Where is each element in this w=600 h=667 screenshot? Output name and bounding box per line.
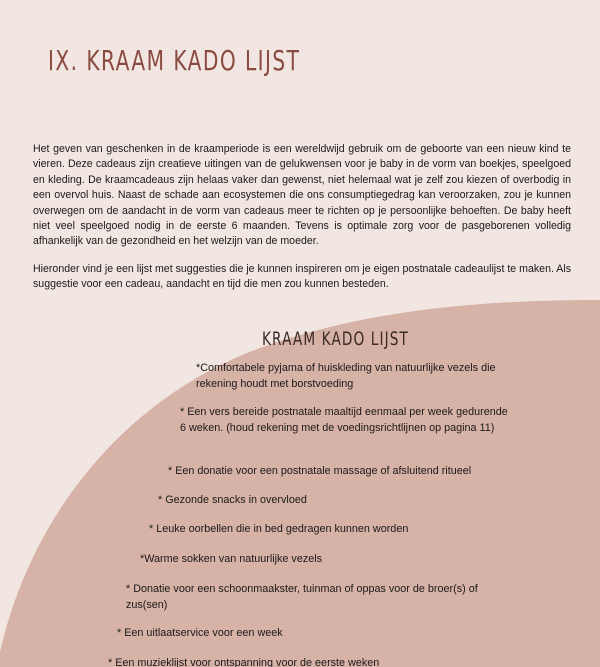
list-title: KRAAM KADO LIJST	[262, 328, 409, 350]
list-item: * Een vers bereide postnatale maaltijd eenmaal per week gedurende 6 weken. (houd rekening met de voedingsrichtlijnen op pagina 11)	[180, 406, 508, 434]
list-item: *Warme sokken van natuurlijke vezels	[140, 553, 323, 565]
list-item: * Leuke oorbellen die in bed gedragen kunnen worden	[149, 523, 409, 535]
list-item: * Een muzieklijst voor ontspanning voor de eerste weken	[108, 657, 380, 667]
list-item: *Comfortabele pyjama of huiskleding van natuurlijke vezels die rekening houdt met borstvoeding	[196, 362, 496, 390]
list-item: * Een uitlaatservice voor een week	[117, 627, 283, 639]
chapter-title: IX. KRAAM KADO LIJST	[48, 44, 301, 77]
list-item: * Een donatie voor een postnatale massage of afsluitend ritueel	[168, 465, 472, 477]
list-item: * Donatie voor een schoonmaakster, tuinman of oppas voor de broer(s) of zus(sen)	[126, 583, 478, 611]
second-paragraph: Hieronder vind je een lijst met suggesties die je kunnen inspireren om je eigen postnatale cadeaulijst te maken. Als suggestie voor een cadeau, aandacht en tijd die men zou kunnen besteden.	[33, 263, 571, 291]
list-item: * Gezonde snacks in overvloed	[158, 494, 307, 506]
intro-paragraph: Het geven van geschenken in de kraamperiode is een wereldwijd gebruik om de geboorte van een nieuw kind te vieren. Deze cadeaus zijn creatieve uitingen van de gelukwensen voor je baby in de vorm van boekjes, speelgoed en kleding. De kraamcadeaus zijn helaas vaker dan gewenst, niet helemaal wat je zelf zou kiezen of overbodig in een overvol huis. Naast de schade aan ecosystemen die ons consumptiegedrag kan veroorzaken, zou je kunnen overwegen om de aandacht in de vorm van cadeaus meer te richten op je persoonlijke behoeften. De baby heeft niet veel speelgoed nodig in de eerste 6 maanden. Tevens is optimale zorg voor de pasgeborenen volledig afhankelijk van de gezondheid en het welzijn van de moeder.	[33, 143, 571, 248]
